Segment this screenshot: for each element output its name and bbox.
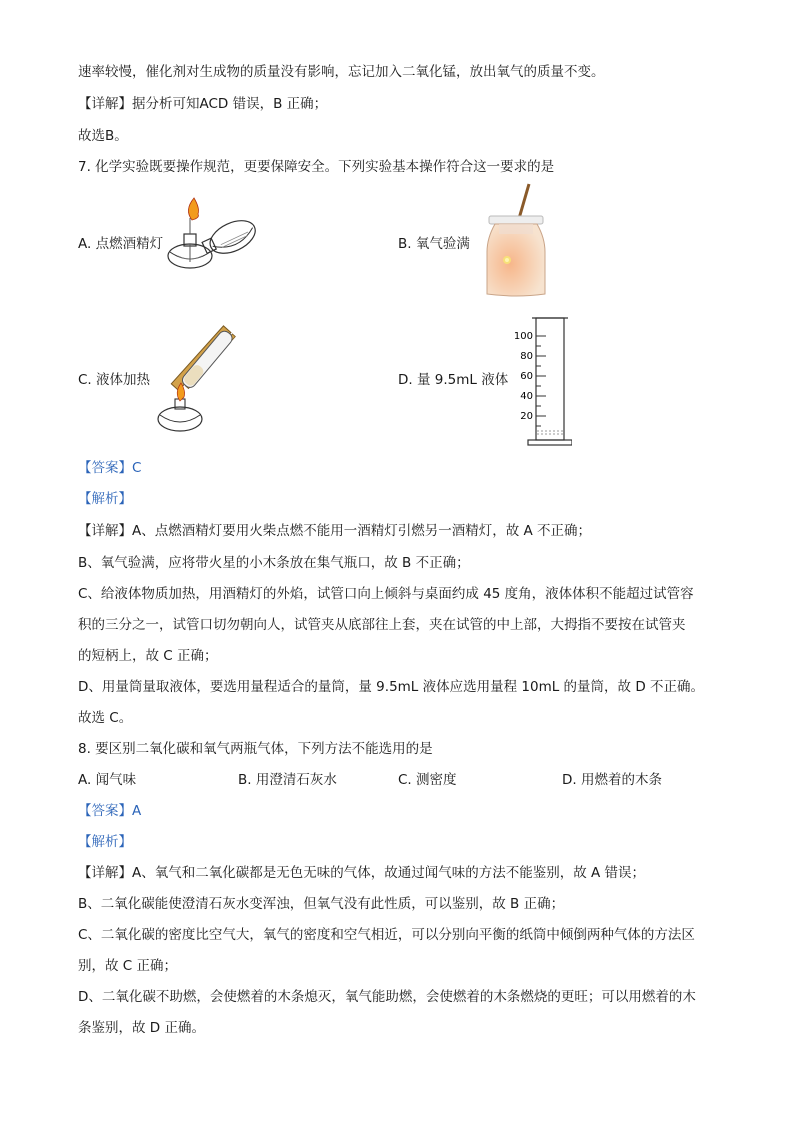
text-line: 【详解】A、点燃酒精灯要用火柴点燃不能用一酒精灯引燃另一酒精灯，故 A 不正确；: [78, 523, 592, 539]
cylinder-tick-label: 80: [520, 351, 533, 362]
q7-option-a: A. 点燃酒精灯: [78, 236, 164, 252]
text-line: 故选B。: [78, 128, 128, 144]
q7-option-c: C. 液体加热: [78, 372, 151, 388]
q8-option-c: C. 测密度: [398, 772, 457, 788]
text-line: 的短柄上，故 C 正确；: [78, 648, 218, 664]
graduated-cylinder-figure: [508, 314, 572, 448]
q8-analysis-label: 【解析】: [78, 834, 132, 850]
alcohol-lamp-lighting-figure: [160, 196, 260, 274]
text-line: C、二氧化碳的密度比空气大，氧气的密度和空气相近，可以分别向平衡的纸筒中倾倒两种气体的方法区: [78, 927, 695, 943]
text-line: 积的三分之一，试管口切勿朝向人，试管夹从底部往上套，夹在试管的中上部，大拇指不要按在试管夹: [78, 617, 686, 633]
q8-option-a: A. 闻气味: [78, 772, 137, 788]
cylinder-tick-label: 60: [520, 371, 533, 382]
q8-answer: 【答案】A: [78, 803, 142, 819]
cylinder-tick-label: 100: [513, 331, 533, 342]
test-tube-heating-figure: [148, 325, 248, 437]
q7-option-b: B. 氧气验满: [398, 236, 470, 252]
text-line: C、给液体物质加热，用酒精灯的外焰，试管口向上倾斜与桌面约成 45 度角，液体体积不能超过试管容: [78, 586, 694, 602]
text-line: B、二氧化碳能使澄清石灰水变浑浊，但氧气没有此性质，可以鉴别，故 B 正确；: [78, 896, 565, 912]
q8-option-d: D. 用燃着的木条: [562, 772, 662, 788]
text-line: D、二氧化碳不助燃，会使燃着的木条熄灭，氧气能助燃，会使燃着的木条燃烧的更旺；可以用燃着的木: [78, 989, 696, 1005]
q7-answer: 【答案】C: [78, 460, 142, 476]
text-line: 条鉴别，故 D 正确。: [78, 1020, 205, 1036]
text-line: 速率较慢，催化剂对生成物的质量没有影响，忘记加入二氧化锰，放出氧气的质量不变。: [78, 64, 605, 80]
oxygen-jar-figure: [485, 182, 547, 300]
text-line: 故选 C。: [78, 710, 133, 726]
q7-analysis-label: 【解析】: [78, 491, 132, 507]
text-line: 【详解】A、氧气和二氧化碳都是无色无味的气体，故通过闻气味的方法不能鉴别，故 A 错误；: [78, 865, 646, 881]
text-line: B、氧气验满，应将带火星的小木条放在集气瓶口，故 B 不正确；: [78, 555, 470, 571]
cylinder-tick-label: 40: [520, 391, 533, 402]
text-line: D、用量筒量取液体，要选用量程适合的量筒，量 9.5mL 液体应选用量程 10mL 的量筒，故 D 不正确。: [78, 679, 705, 695]
question-8-stem: 8. 要区别二氧化碳和氧气两瓶气体，下列方法不能选用的是: [78, 741, 433, 757]
cylinder-tick-label: 20: [520, 411, 533, 422]
q7-option-d: D. 量 9.5mL 液体: [398, 372, 509, 388]
text-line: 【详解】据分析可知ACD 错误，B 正确；: [78, 96, 328, 112]
question-7-stem: 7. 化学实验既要操作规范，更要保障安全。下列实验基本操作符合这一要求的是: [78, 159, 555, 175]
text-line: 别，故 C 正确；: [78, 958, 178, 974]
q8-option-b: B. 用澄清石灰水: [238, 772, 337, 788]
